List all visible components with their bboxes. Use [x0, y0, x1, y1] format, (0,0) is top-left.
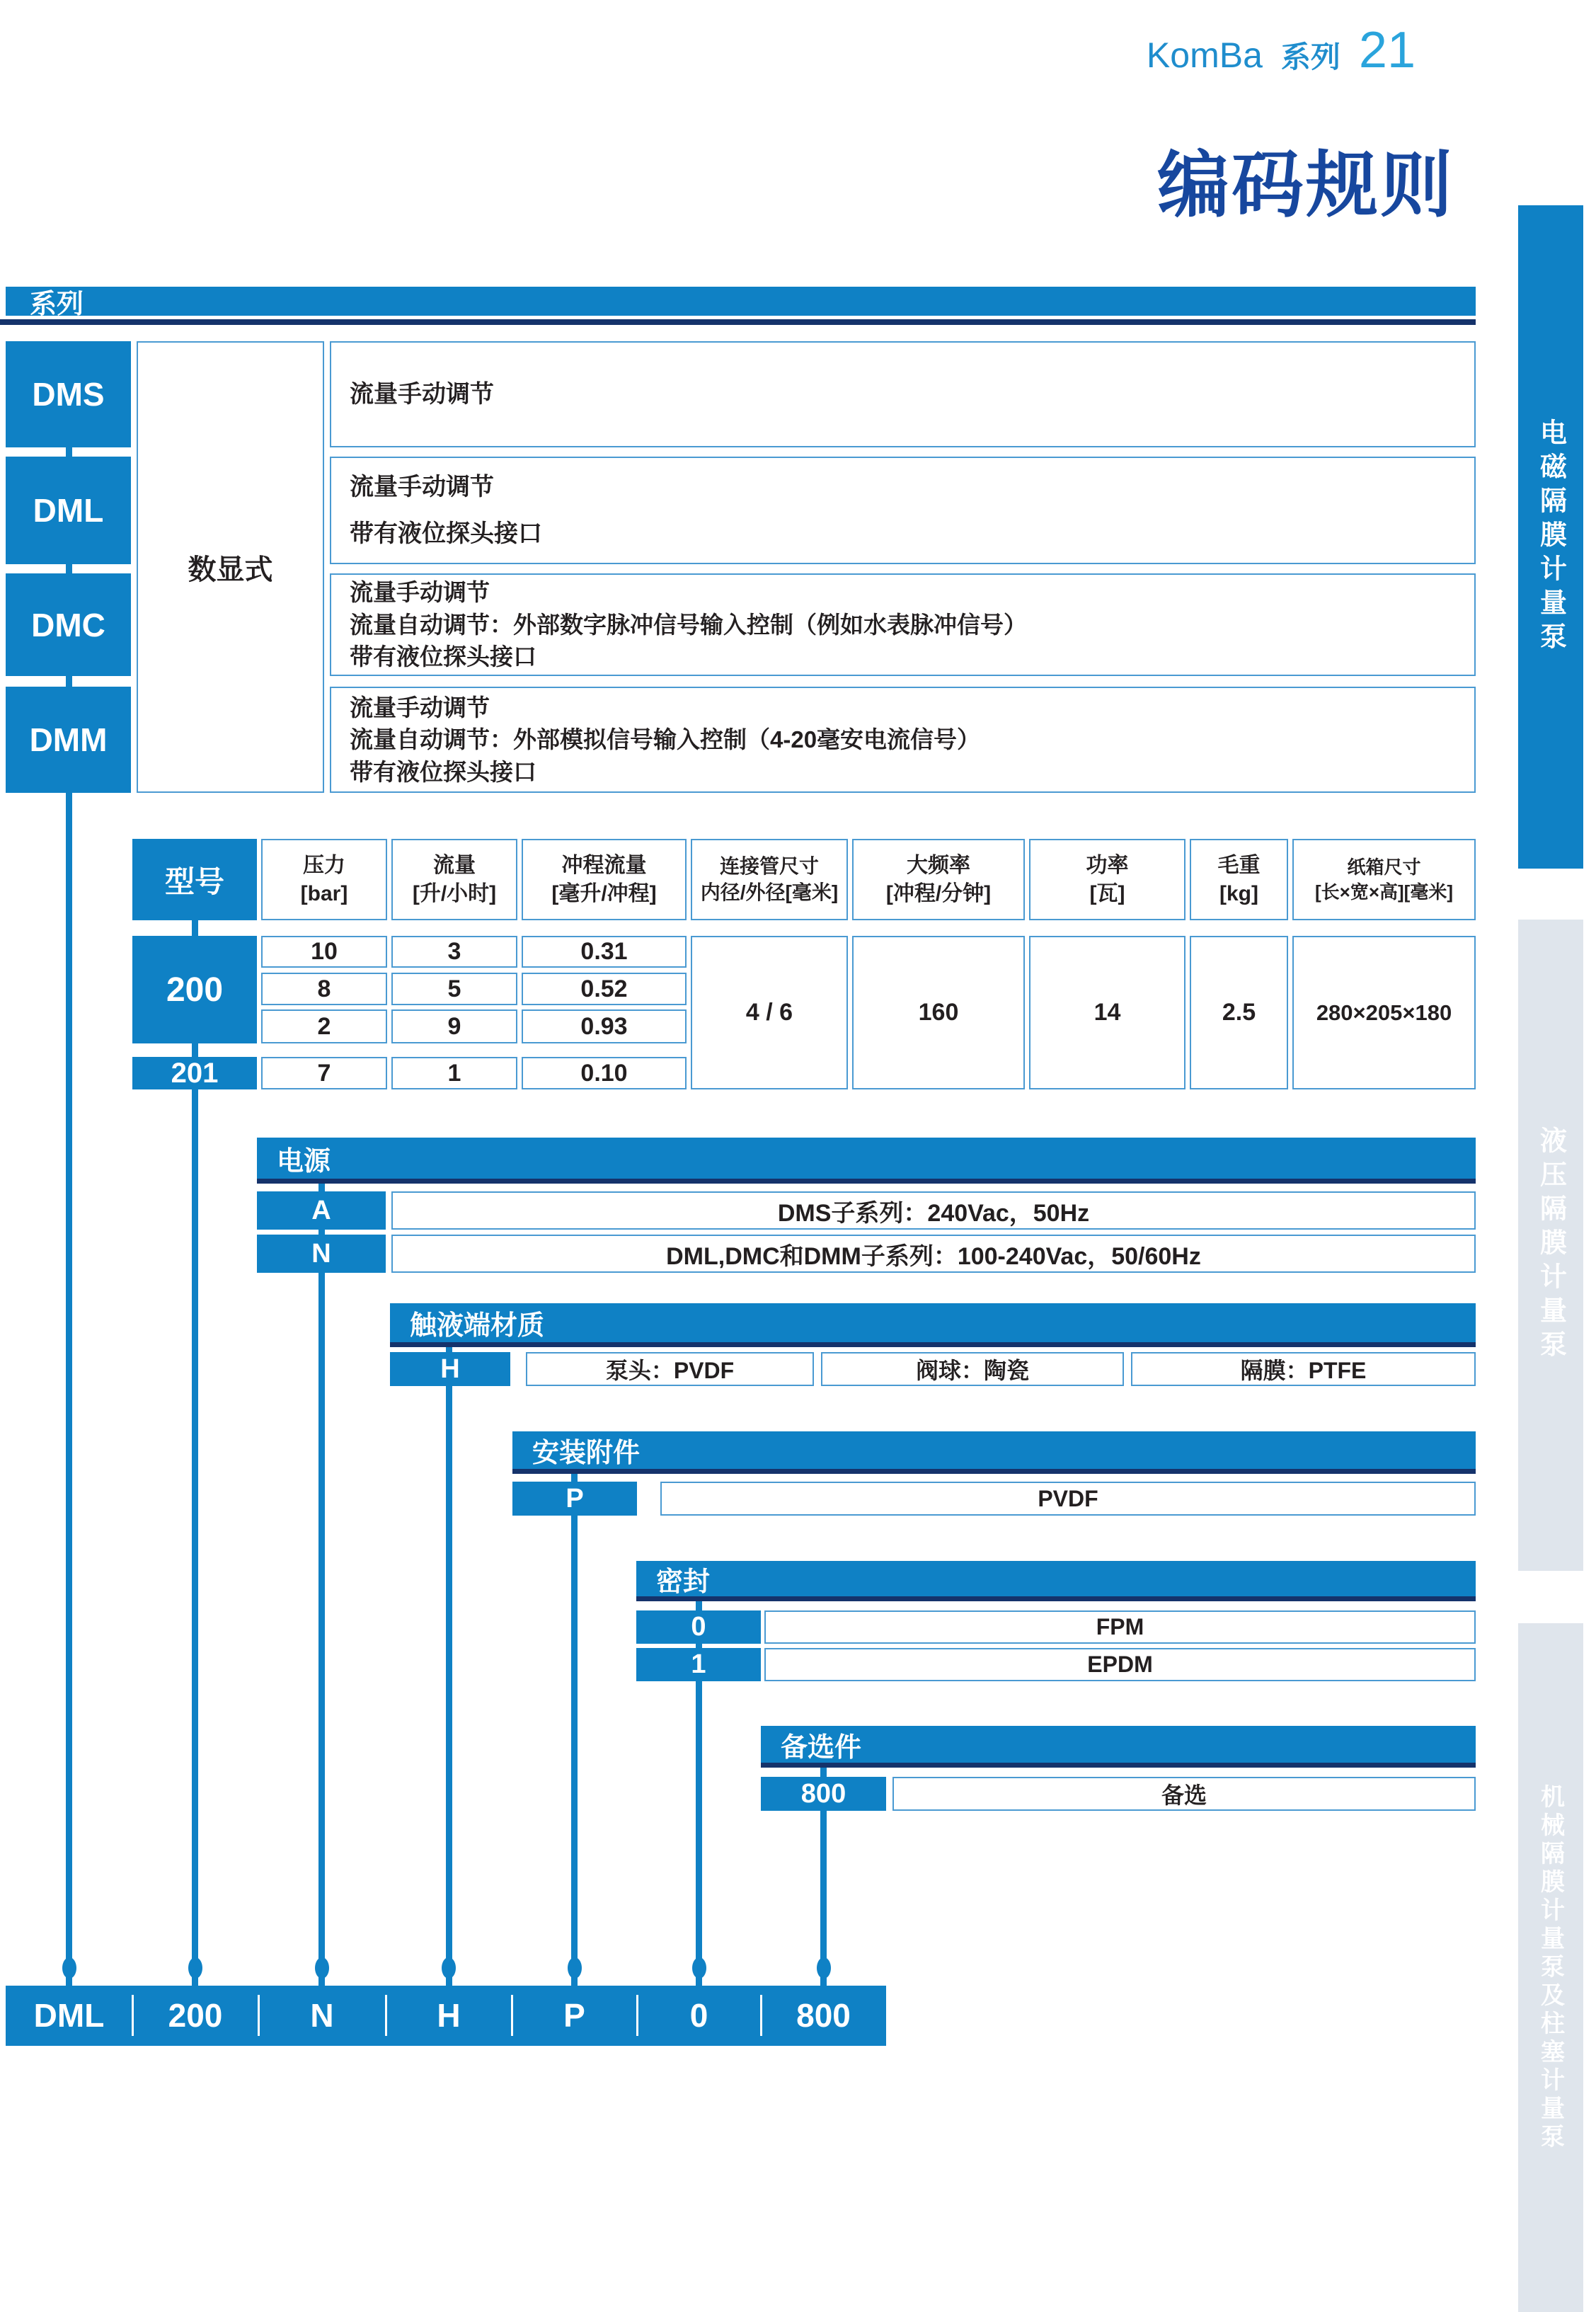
connector-dot-series [62, 1957, 76, 1979]
code-segment-mounting: P [563, 1997, 585, 2034]
option-key-1: 1 [636, 1648, 761, 1681]
option-value-pump-head: 泵头：PVDF [526, 1352, 814, 1386]
table-header-pressure: 压力 [bar] [261, 839, 387, 920]
cell-flow: 5 [391, 973, 517, 1005]
cell-carton-size: 280×205×180 [1292, 936, 1476, 1089]
table-header-power: 功率 [瓦] [1029, 839, 1185, 920]
desc-line: 带有液位探头接口 [350, 758, 536, 785]
series-desc-dms [330, 341, 1476, 447]
cell-flow: 3 [391, 936, 517, 968]
section-bar-power-supply [257, 1138, 1476, 1184]
option-value-P: PVDF [660, 1482, 1476, 1516]
section-title: 触液端材质 [410, 1311, 545, 1341]
page-header [1132, 21, 1416, 85]
cell-stroke-volume: 0.93 [522, 1009, 687, 1043]
connector-dot-seal [692, 1957, 706, 1979]
option-value-A: DMS子系列：240Vac，50Hz [391, 1191, 1476, 1230]
spine-wetted-material [446, 1324, 452, 1986]
series-word: 系列 [1280, 40, 1340, 74]
option-key-0: 0 [636, 1610, 761, 1644]
desc-line: 流量手动调节 [350, 694, 490, 721]
desc-line: 带有液位探头接口 [350, 520, 542, 547]
option-key-A: A [257, 1191, 386, 1230]
page-number: 21 [1358, 22, 1416, 79]
brand-name: KomBa [1146, 35, 1263, 75]
option-value-diaphragm: 隔膜：PTFE [1131, 1352, 1476, 1386]
cell-pressure: 2 [261, 1009, 387, 1043]
option-value-N: DML,DMC和DMM子系列：100-240Vac，50/60Hz [391, 1235, 1476, 1273]
code-segment-options: 800 [796, 1997, 851, 2034]
series-desc-dmm [330, 687, 1476, 793]
cell-pressure: 10 [261, 936, 387, 968]
sidebar-tab-label: 液压隔膜计量泵 [1535, 1126, 1566, 1364]
table-header-gross-weight: 毛重 [kg] [1190, 839, 1288, 920]
model-key-201: 201 [132, 1057, 257, 1089]
connector-dot-mounting [568, 1957, 582, 1979]
spine-power [318, 1161, 325, 1986]
cell-stroke-volume: 0.31 [522, 936, 687, 968]
connector-dot-wetted-material [442, 1957, 456, 1979]
section-bar-wetted-material [390, 1303, 1476, 1347]
table-header-max-frequency: 大频率 [冲程/分钟] [852, 839, 1025, 920]
desc-line: 流量手动调节 [350, 380, 494, 408]
option-value-valve-ball: 阀球：陶瓷 [821, 1352, 1124, 1386]
cell-max-frequency: 160 [852, 936, 1025, 1089]
page-title: 编码规则 [1157, 144, 1454, 226]
code-segment-material: H [437, 1997, 461, 2034]
section-bar-options [761, 1726, 1476, 1768]
sidebar-tab-solenoid-diaphragm-pumps [1518, 205, 1583, 869]
cell-pressure: 7 [261, 1057, 387, 1089]
connector-dot-model [188, 1957, 202, 1979]
display-type-box: 数显式 [137, 341, 324, 793]
series-key-dmm: DMM [6, 687, 131, 793]
code-divider [385, 1995, 387, 2036]
desc-line: 流量手动调节 [350, 473, 494, 500]
code-divider [511, 1995, 513, 2036]
code-divider [132, 1995, 134, 2036]
desc-line: 带有液位探头接口 [350, 643, 536, 670]
table-header-pipe-size: 连接管尺寸 内径/外径[毫米] [691, 839, 848, 920]
spine-model [192, 885, 198, 1986]
option-value-1: EPDM [764, 1648, 1476, 1681]
section-bar-seal [636, 1561, 1476, 1601]
section-title: 电源 [277, 1146, 331, 1177]
cell-gross-weight: 2.5 [1190, 936, 1288, 1089]
series-key-dmc: DMC [6, 573, 131, 676]
desc-line: 流量自动调节：外部模拟信号输入控制（4-20毫安电流信号） [350, 726, 981, 753]
cell-power: 14 [1029, 936, 1185, 1089]
option-key-P: P [512, 1482, 637, 1516]
cell-stroke-volume: 0.52 [522, 973, 687, 1005]
cell-pipe-size: 4 / 6 [691, 936, 848, 1089]
desc-line: 流量手动调节 [350, 579, 490, 606]
cell-flow: 1 [391, 1057, 517, 1089]
model-key-200: 200 [132, 936, 257, 1043]
option-key-800: 800 [761, 1777, 886, 1811]
code-divider [760, 1995, 762, 2036]
navy-rule [0, 319, 1476, 325]
sidebar-tab-hydraulic-diaphragm-pumps [1518, 920, 1583, 1571]
series-desc-dml [330, 457, 1476, 564]
series-key-dms: DMS [6, 341, 131, 447]
connector-dot-power [315, 1957, 329, 1979]
table-header-flow: 流量 [升/小时] [391, 839, 517, 920]
connector-dot-options [817, 1957, 831, 1979]
section-title: 安装附件 [532, 1438, 641, 1468]
section-bar-mounting-accessories [512, 1431, 1476, 1474]
code-segment-seal: 0 [689, 1997, 708, 2034]
code-segment-model: 200 [168, 1997, 223, 2034]
sidebar-tab-label: 机械隔膜计量泵及柱塞计量泵 [1537, 1783, 1564, 2152]
table-header-stroke-volume: 冲程流量 [毫升/冲程] [522, 839, 687, 920]
table-header-model: 型号 [132, 839, 257, 920]
code-divider [258, 1995, 260, 2036]
code-segment-series: DML [33, 1997, 105, 2034]
cell-flow: 9 [391, 1009, 517, 1043]
series-section-bar [6, 287, 1476, 319]
sidebar-tab-mechanical-diaphragm-plunger-pumps [1518, 1623, 1583, 2312]
section-title: 密封 [656, 1567, 711, 1597]
spine-mounting [571, 1451, 578, 1986]
series-key-dml: DML [6, 457, 131, 564]
series-desc-dmc [330, 573, 1476, 676]
option-key-H: H [390, 1352, 510, 1386]
code-divider [636, 1995, 638, 2036]
series-section-bar-label: 系列 [30, 290, 84, 319]
code-segment-power: N [310, 1997, 334, 2034]
section-title: 备选件 [781, 1732, 862, 1763]
desc-line: 流量自动调节：外部数字脉冲信号输入控制（例如水表脉冲信号） [350, 611, 1027, 638]
table-header-carton-size: 纸箱尺寸 [长×宽×高][毫米] [1292, 839, 1476, 920]
cell-stroke-volume: 0.10 [522, 1057, 687, 1089]
option-key-N: N [257, 1235, 386, 1273]
option-value-0: FPM [764, 1610, 1476, 1644]
sidebar-tab-label: 电磁隔膜计量泵 [1535, 418, 1566, 656]
option-value-800: 备选 [892, 1777, 1476, 1811]
cell-pressure: 8 [261, 973, 387, 1005]
